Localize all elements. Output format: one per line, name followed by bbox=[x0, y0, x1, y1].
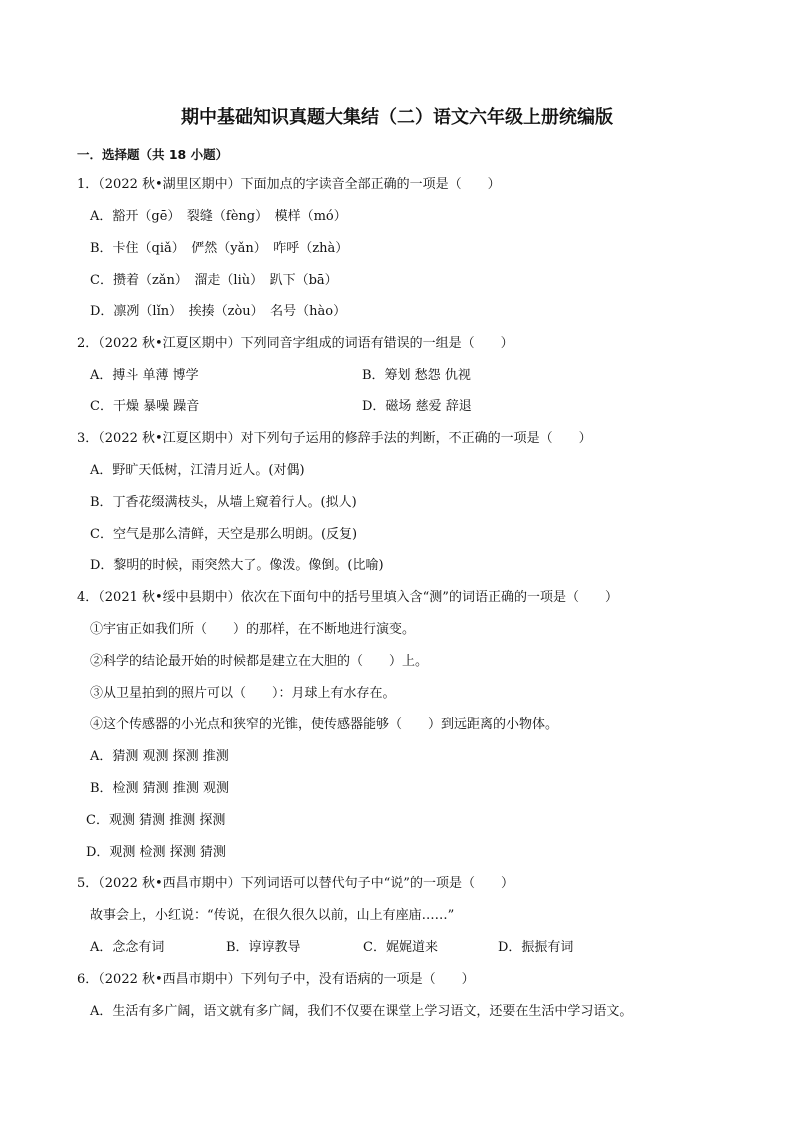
page-title: 期中基础知识真题大集结（二）语文六年级上册统编版 bbox=[181, 107, 613, 128]
question-5-stem: 5．（2022 秋•西昌市期中）下列词语可以替代句子中“说”的一项是（ ） bbox=[77, 876, 514, 891]
question-4-option-a: A．猜测 观测 探测 推测 bbox=[90, 749, 229, 764]
question-5-option-d: D．振振有词 bbox=[498, 940, 574, 955]
question-5-sentence: 故事会上，小红说：“传说，在很久很久以前，山上有座庙……” bbox=[90, 908, 455, 923]
question-4-sentence-4: ④这个传感器的小光点和狭窄的光锥，使传感器能够（ ）到远距离的小物体。 bbox=[90, 717, 559, 732]
question-2-option-a: A．搏斗 单薄 博学 bbox=[90, 368, 199, 383]
question-4-sentence-3: ③从卫星拍到的照片可以（ ）：月球上有水存在。 bbox=[90, 686, 396, 701]
question-5-option-a: A．念念有词 bbox=[90, 940, 165, 955]
question-5-option-b: B．谆谆教导 bbox=[226, 940, 301, 955]
question-4-option-b: B．检测 猜测 推测 观测 bbox=[90, 781, 229, 796]
question-3-option-d: D．黎明的时候，雨突然大了。像泼。像倒。(比喻) bbox=[90, 558, 384, 573]
question-4-sentence-1: ①宇宙正如我们所（ ）的那样，在不断地进行演变。 bbox=[90, 622, 416, 637]
question-6-option-a: A．生活有多广阔，语文就有多广阔，我们不仅要在课堂上学习语文，还要在生活中学习语文。 bbox=[90, 1004, 633, 1019]
question-2-option-b: B．筹划 愁怨 仇视 bbox=[362, 368, 471, 383]
question-1-option-b: B．卡住（qiǎ） 俨然（yǎn） 咋呼（zhà） bbox=[90, 241, 349, 256]
question-3-option-b: B．丁香花缀满枝头，从墙上窥着行人。(拟人) bbox=[90, 495, 357, 510]
question-4-option-c: C．观测 猜测 推测 探测 bbox=[86, 813, 226, 828]
question-1-option-c: C．攒着（zǎn） 溜走（liù） 趴下（bā） bbox=[90, 273, 338, 288]
question-3-option-a: A．野旷天低树，江清月近人。(对偶) bbox=[90, 463, 305, 478]
question-1-stem: 1．（2022 秋•湖里区期中）下面加点的字读音全部正确的一项是（ ） bbox=[77, 177, 501, 192]
question-5-option-c: C．娓娓道来 bbox=[363, 940, 438, 955]
question-4-option-d: D．观测 检测 探测 猜测 bbox=[86, 845, 226, 860]
question-4-stem: 4．（2021 秋•绥中县期中）依次在下面句中的括号里填入含“测”的词语正确的一项是（ ） bbox=[77, 590, 618, 605]
question-6-stem: 6．（2022 秋•西昌市期中）下列句子中，没有语病的一项是（ ） bbox=[77, 972, 475, 987]
section-heading: 一．选择题（共 18 小题） bbox=[77, 147, 229, 162]
question-1-option-d: D．凛冽（lǐn） 挨揍（zòu） 名号（hào） bbox=[90, 304, 347, 319]
question-2-option-d: D．磁场 慈爱 辞退 bbox=[362, 399, 472, 414]
question-3-stem: 3．（2022 秋•江夏区期中）对下列句子运用的修辞手法的判断，不正确的一项是（ ） bbox=[77, 431, 592, 446]
question-4-sentence-2: ②科学的结论最开始的时候都是建立在大胆的（ ）上。 bbox=[90, 654, 429, 669]
question-1-option-a: A．豁开（gē） 裂缝（fèng） 模样（mó） bbox=[90, 209, 347, 224]
question-2-stem: 2．（2022 秋•江夏区期中）下列同音字组成的词语有错误的一组是（ ） bbox=[77, 336, 514, 351]
question-2-option-c: C．干燥 暴噪 躁音 bbox=[90, 399, 200, 414]
question-3-option-c: C．空气是那么清鲜，天空是那么明朗。(反复) bbox=[90, 527, 358, 542]
